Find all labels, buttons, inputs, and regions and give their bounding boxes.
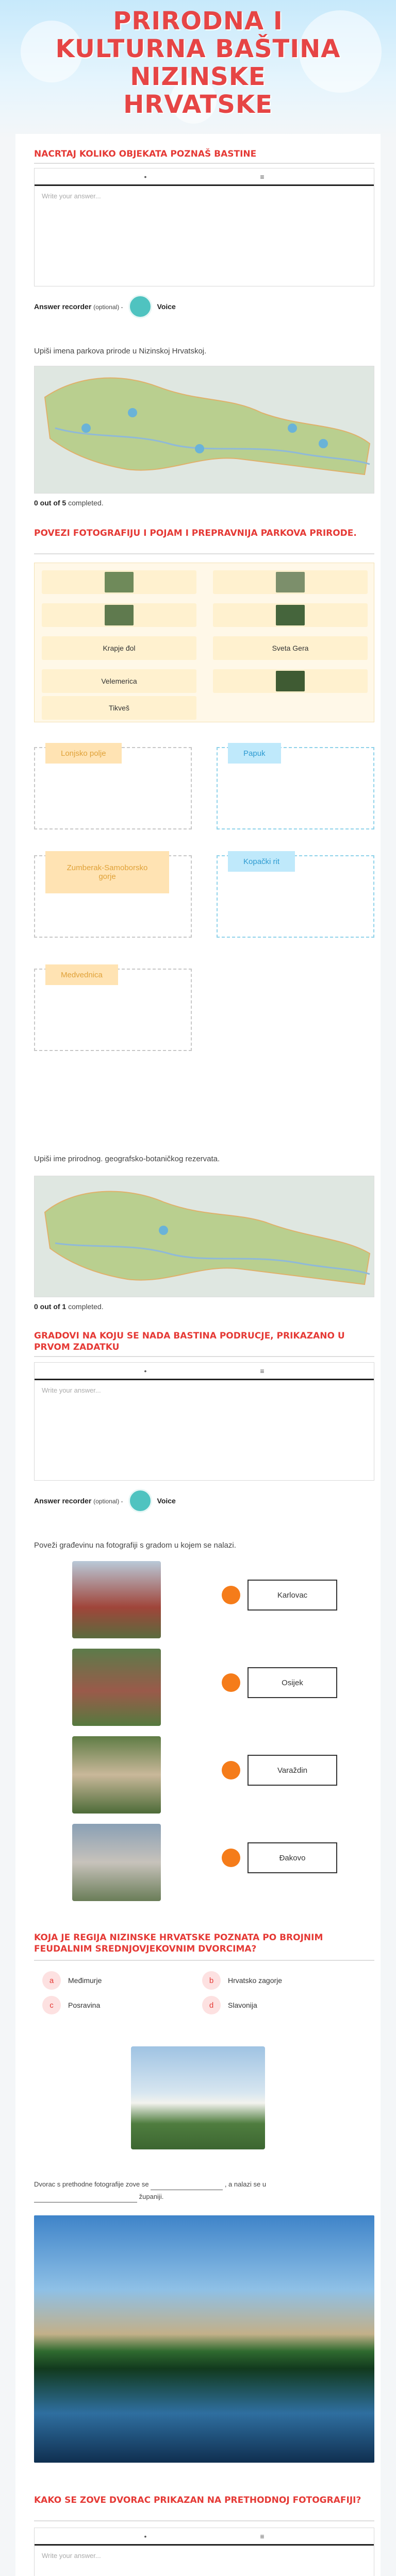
answer-editor[interactable]: [34, 168, 374, 286]
record-button[interactable]: [128, 295, 152, 318]
list-bullet-icon[interactable]: •: [144, 172, 147, 181]
map-progress: 0 out of 1 completed.: [34, 1302, 104, 1311]
option-letter: c: [42, 1996, 61, 2014]
match-handle[interactable]: [222, 1673, 240, 1692]
list-bullet-icon[interactable]: •: [144, 2532, 147, 2540]
building-photo[interactable]: [72, 1649, 161, 1726]
option-letter: d: [202, 1996, 221, 2014]
question-title: GRADOVI NA KOJU SE NADA BASTINA PODRUCJE, PRIKAZANO U PRVOM ZADATKU: [34, 1331, 345, 1352]
option-text: Međimurje: [68, 1976, 102, 1985]
divider: [34, 1960, 374, 1961]
photo-tile[interactable]: [213, 570, 368, 594]
divider: [34, 553, 374, 554]
croatia-map[interactable]: [34, 1176, 374, 1297]
answer-placeholder: Write your answer...: [42, 192, 101, 200]
drop-zone[interactable]: [34, 747, 192, 829]
term-tile[interactable]: Tikveš: [42, 696, 196, 720]
drop-zone[interactable]: [217, 855, 374, 938]
answer-placeholder: Write your answer...: [42, 2552, 101, 2560]
option-text: Hrvatsko zagorje: [228, 1976, 283, 1985]
fill-in-sentence: županiji.: [34, 2192, 374, 2202]
list-number-icon[interactable]: ≡: [260, 1366, 265, 1375]
fill-in-sentence: Dvorac s prethodne fotografije zove se , a nalazi se u: [34, 2179, 374, 2190]
building-photo[interactable]: [72, 1824, 161, 1901]
answer-recorder: Answer recorder (optional) - Voice: [34, 1489, 176, 1513]
photo-thumbnail: [276, 572, 305, 592]
answer-editor[interactable]: [34, 2528, 374, 2576]
divider: [34, 1356, 374, 1357]
voice-label: Voice: [157, 1497, 176, 1505]
option-text: Posravina: [68, 2001, 101, 2009]
term-tile[interactable]: Krapje đol: [42, 636, 196, 660]
castle-lake-photo: [34, 2215, 374, 2463]
divider: [34, 163, 374, 164]
answer-option[interactable]: [202, 1971, 282, 1990]
question-title: POVEZI FOTOGRAFIJU I POJAM I PREPRAVNIJA PARKOVA PRIRODE.: [34, 528, 357, 538]
building-photo[interactable]: [72, 1561, 161, 1638]
option-letter: a: [42, 1971, 61, 1990]
town-target[interactable]: Osijek: [248, 1667, 337, 1698]
photo-thumbnail: [105, 572, 134, 592]
option-text: Slavonija: [228, 2001, 257, 2009]
photo-thumbnail: [276, 671, 305, 691]
croatia-map[interactable]: [34, 366, 374, 494]
question-title: KAKO SE ZOVE DVORAC PRIKAZAN NA PRETHODNOJ FOTOGRAFIJI?: [34, 2495, 361, 2505]
map-instruction: Upiši ime prirodnog. geografsko-botaničkog rezervata.: [34, 1155, 220, 1163]
photo-tile[interactable]: [213, 603, 368, 627]
record-button[interactable]: [128, 1489, 152, 1513]
blank-input[interactable]: [151, 2179, 223, 2190]
answer-placeholder: Write your answer...: [42, 1386, 101, 1394]
answer-option[interactable]: [42, 1971, 102, 1990]
drop-zone[interactable]: [217, 747, 374, 829]
zone-label: Lonjsko polje: [45, 743, 122, 764]
town-target[interactable]: Varaždin: [248, 1755, 337, 1786]
match-handle[interactable]: [222, 1849, 240, 1867]
term-tile[interactable]: Velemerica: [42, 669, 196, 693]
photo-tile[interactable]: [42, 603, 196, 627]
option-letter: b: [202, 1971, 221, 1990]
photo-term-grid: [34, 563, 374, 722]
page-title: PRIRODNA I KULTURNA BAŠTINA NIZINSKE HRVATSKE: [55, 7, 341, 119]
worksheet: [15, 134, 381, 2576]
blank-input[interactable]: [34, 2192, 137, 2202]
town-target[interactable]: Karlovac: [248, 1580, 337, 1611]
photo-thumbnail: [105, 605, 134, 625]
match-handle[interactable]: [222, 1586, 240, 1604]
term-tile[interactable]: Sveta Gera: [213, 636, 368, 660]
zone-label: Papuk: [228, 743, 281, 764]
drop-zone[interactable]: [34, 855, 192, 938]
photo-tile[interactable]: [213, 669, 368, 693]
list-number-icon[interactable]: ≡: [260, 2532, 265, 2540]
answer-option[interactable]: [202, 1996, 257, 2014]
photo-tile[interactable]: [42, 570, 196, 594]
list-bullet-icon[interactable]: •: [144, 1366, 147, 1375]
question-title: KOJA JE REGIJA NIZINSKE HRVATSKE POZNATA PO BROJNIM FEUDALNIM SREDNJOVJEKOVNIM DVORCIMA?: [34, 1933, 323, 1954]
voice-label: Voice: [157, 302, 176, 311]
divider: [34, 2520, 374, 2521]
town-target[interactable]: Đakovo: [248, 1842, 337, 1873]
answer-recorder: Answer recorder (optional) - Voice: [34, 295, 176, 318]
editor-toolbar: [35, 168, 374, 186]
zone-label: Kopački rit: [228, 851, 295, 872]
castle-photo: [131, 2046, 265, 2149]
zone-label: Medvednica: [45, 964, 118, 985]
building-photo[interactable]: [72, 1736, 161, 1814]
match-handle[interactable]: [222, 1761, 240, 1780]
editor-toolbar: [35, 1363, 374, 1380]
question-title: NACRTAJ KOLIKO OBJEKATA POZNAŠ BASTINE: [34, 149, 257, 159]
list-number-icon[interactable]: ≡: [260, 172, 265, 181]
editor-toolbar: [35, 2528, 374, 2546]
hero-banner: [0, 0, 396, 139]
map-progress: 0 out of 5 completed.: [34, 499, 104, 507]
matching-instruction: Poveži građevinu na fotografiji s gradom u kojem se nalazi.: [34, 1541, 236, 1550]
drop-zone[interactable]: [34, 969, 192, 1051]
zone-label: Zumberak-Samoborsko gorje: [45, 851, 169, 893]
answer-option[interactable]: [42, 1996, 100, 2014]
photo-thumbnail: [276, 605, 305, 625]
answer-editor[interactable]: [34, 1362, 374, 1481]
map-instruction: Upiši imena parkova prirode u Nizinskoj Hrvatskoj.: [34, 347, 207, 355]
